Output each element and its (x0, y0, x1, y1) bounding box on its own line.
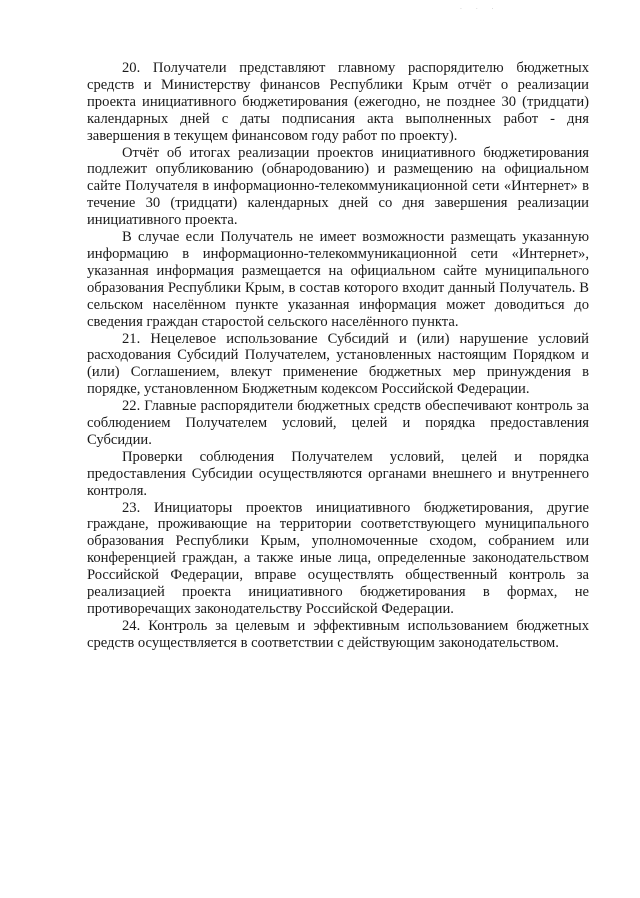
paragraph-23-public-control: 23. Инициаторы проектов инициативного бюджетирования, другие граждане, проживающие на территории соответствующего муниципального образования Республики Крым, уполномоченные сходом, собранием или конференцией граждан, а также иные лица, определенные законодательством Российской Федерации, вправе осуществлять общественный контроль за реализацией проекта инициативного бюджетирования в формах, не противоречащих законодательству Российской Федерации. (87, 499, 589, 617)
paragraph-no-internet-case: В случае если Получатель не имеет возможности размещать указанную информацию в информационно-телекоммуникационной сети «Интернет», указанная информация размещается на официальном сайте муниципального образования Республики Крым, в состав которого входит данный Получатель. В сельском населённом пункте указанная информация может доводиться до сведения граждан старостой сельского населённого пункта. (87, 229, 589, 330)
paragraph-22-control: 22. Главные распорядители бюджетных средств обеспечивают контроль за соблюдением Получателем условий, целей и порядка предоставления Субсидии. (87, 398, 589, 448)
paragraph-21-misuse: 21. Нецелевое использование Субсидий и (или) нарушение условий расходования Субсидий Получателем, установленных настоящим Порядком и (или) Соглашением, влекут применение бюджетных мер принуждения в порядке, установленном Бюджетным кодексом Российской Федерации. (87, 330, 589, 398)
paragraph-report-publication: Отчёт об итогах реализации проектов инициативного бюджетирования подлежит опубликованию (обнародованию) и размещению на официальном сайте Получателя в информационно-телекоммуникационной сети «Интернет» в течение 30 (тридцати) календарных дней со дня завершения реализации инициативного проекта. (87, 144, 589, 229)
paragraph-inspections: Проверки соблюдения Получателем условий, целей и порядка предоставления Субсидии осуществляются органами внешнего и внутреннего контроля. (87, 448, 589, 499)
document-body (87, 60, 589, 652)
scan-artifact: · · · (460, 6, 500, 13)
paragraph-20-report: 20. Получатели представляют главному распорядителю бюджетных средств и Министерству финансов Республики Крым отчёт о реализации проекта инициативного бюджетирования (ежегодно, не позднее 30 (тридцати) календарных дней с даты подписания акта выполненных работ - дня завершения в текущем финансовом году работ по проекту). (87, 60, 589, 144)
paragraph-24-legal-control: 24. Контроль за целевым и эффективным использованием бюджетных средств осуществляется в соответствии с действующим законодательством. (87, 617, 589, 651)
